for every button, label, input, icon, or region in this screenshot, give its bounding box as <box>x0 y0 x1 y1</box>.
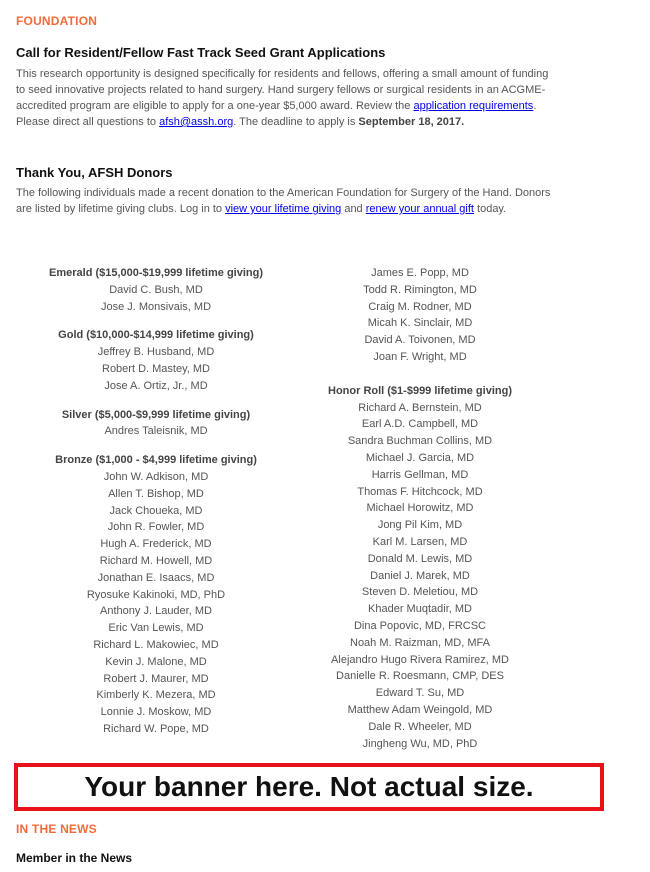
donor-name: Danielle R. Roesmann, CMP, DES <box>336 670 504 683</box>
donor-name: Andres Taleisnik, MD <box>104 425 208 438</box>
donor-name: Alejandro Hugo Rivera Ramirez, MD <box>331 653 509 666</box>
donor-name: Thomas F. Hitchcock, MD <box>357 485 483 498</box>
donor-name: Joan F. Wright, MD <box>373 350 467 363</box>
donor-name: Dale R. Wheeler, MD <box>368 720 472 733</box>
donor-name: Anthony J. Lauder, MD <box>100 605 212 618</box>
donor-name: John R. Fowler, MD <box>107 521 205 534</box>
donor-name: Earl A.D. Campbell, MD <box>361 418 479 431</box>
donor-name: Jack Choueka, MD <box>109 504 203 517</box>
emerald-heading: Emerald ($15,000-$19,999 lifetime giving) <box>49 267 263 279</box>
deadline-date: September 18, 2017. <box>358 116 465 128</box>
donor-column-right <box>290 265 550 752</box>
donor-name: Robert D. Mastey, MD <box>102 362 210 375</box>
donor-column-left <box>16 265 296 738</box>
donor-name: James E. Popp, MD <box>371 267 469 279</box>
donor-name: Eric Van Lewis, MD <box>108 622 204 635</box>
donor-name: Jingheng Wu, MD, PhD <box>362 737 478 750</box>
donor-name: Sandra Buchman Collins, MD <box>347 435 493 448</box>
donor-name: Richard M. Howell, MD <box>99 554 213 567</box>
donors-paragraph: The following individuals made a recent donation to the American Foundation for Surgery of the Hand. Donors are listed by lifetime giving clubs. Log in to view your lifetime giving and renew your annual gift today. <box>16 187 551 215</box>
gold-heading: Gold ($10,000-$14,999 lifetime giving) <box>58 329 254 342</box>
silver-heading: Silver ($5,000-$9,999 lifetime giving) <box>61 408 251 421</box>
donor-name: Karl M. Larsen, MD <box>372 535 468 548</box>
renew-annual-gift-link[interactable]: renew your annual gift <box>365 203 474 215</box>
donor-name: Todd R. Rimington, MD <box>363 283 477 296</box>
donor-name: Richard W. Pope, MD <box>103 722 209 735</box>
donor-name: Jose J. Monsivais, MD <box>100 300 212 313</box>
honor-roll-heading: Honor Roll ($1-$999 lifetime giving) <box>328 384 512 397</box>
donor-name: Richard A. Bernstein, MD <box>358 401 482 414</box>
news-section-label: IN THE NEWS <box>16 822 97 836</box>
donor-name: Jonathan E. Isaacs, MD <box>97 571 215 584</box>
donor-name: Hugh A. Frederick, MD <box>100 538 212 551</box>
donor-name: Michael Horowitz, MD <box>366 502 474 515</box>
donor-name: Jose A. Ortiz, Jr., MD <box>104 379 208 392</box>
donor-name: Lonnie J. Moskow, MD <box>100 706 212 719</box>
donor-name: Matthew Adam Weingold, MD <box>347 703 493 716</box>
view-lifetime-giving-link[interactable]: view your lifetime giving <box>225 203 342 215</box>
grant-title: Call for Resident/Fellow Fast Track Seed Grant Applications <box>16 45 386 60</box>
ad-banner[interactable] <box>14 763 604 811</box>
donor-name: Khader Muqtadir, MD <box>368 603 472 616</box>
donor-name: Daniel J. Marek, MD <box>370 569 470 582</box>
donor-name: Jeffrey B. Husband, MD <box>97 346 215 359</box>
donor-name: Donald M. Lewis, MD <box>367 552 473 565</box>
donor-name: Kevin J. Malone, MD <box>105 655 207 668</box>
donor-name: Kimberly K. Mezera, MD <box>96 689 216 702</box>
donor-name: David C. Bush, MD <box>109 283 203 296</box>
donor-name: Craig M. Rodner, MD <box>368 300 472 313</box>
donor-name: David A. Toivonen, MD <box>364 334 476 347</box>
donor-name: Michael J. Garcia, MD <box>365 451 475 464</box>
donor-name: Dina Popovic, MD, FRCSC <box>353 619 487 632</box>
donor-name: Harris Gellman, MD <box>371 468 469 481</box>
donor-name: Ryosuke Kakinoki, MD, PhD <box>86 588 226 601</box>
donor-name: Edward T. Su, MD <box>375 687 465 700</box>
donor-name: Richard L. Makowiec, MD <box>93 638 219 651</box>
donors-title: Thank You, AFSH Donors <box>16 165 173 180</box>
donor-name: John W. Adkison, MD <box>103 470 209 483</box>
donor-name: Robert J. Maurer, MD <box>103 672 209 685</box>
donor-name: Steven D. Meletiou, MD <box>361 586 479 599</box>
banner-text: Your banner here. Not actual size. <box>84 771 534 802</box>
donor-name: Jong Pil Kim, MD <box>377 519 463 532</box>
bronze-heading: Bronze ($1,000 - $4,999 lifetime giving) <box>55 454 257 467</box>
donor-name: Micah K. Sinclair, MD <box>367 317 473 330</box>
donor-name: Noah M. Raizman, MD, MFA <box>350 636 490 649</box>
donor-name: Allen T. Bishop, MD <box>108 487 204 500</box>
email-link[interactable]: afsh@assh.org <box>159 116 234 128</box>
grant-paragraph: This research opportunity is designed specifically for residents and fellows, offering a small amount of funding to seed innovative projects related to hand surgery. Hand surgery fellows or surgical residents in an ACGME-accredited program are eligible to apply for a one-year $5,000 award. Review the application requirements. Please direct all questions to afsh@assh.org. The deadline to apply is September 18, 2017. <box>16 68 549 128</box>
foundation-section-label: FOUNDATION <box>16 14 98 28</box>
news-title: Member in the News <box>16 851 133 865</box>
application-requirements-link[interactable]: application requirements <box>413 100 534 112</box>
